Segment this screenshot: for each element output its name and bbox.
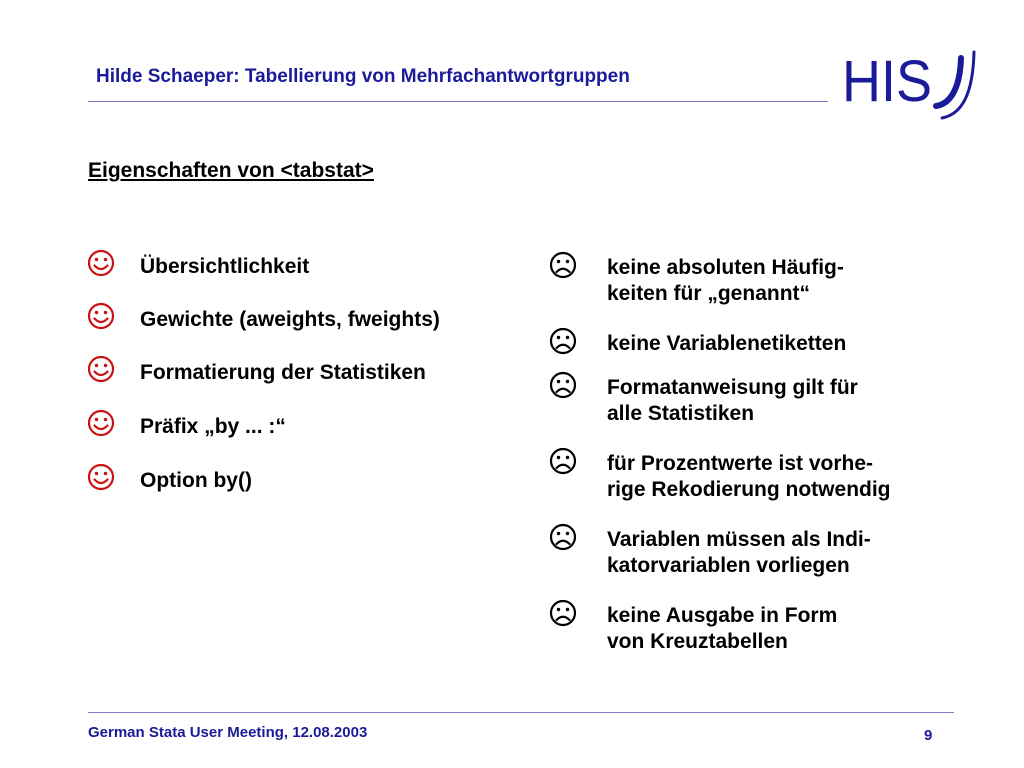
advantage-text: Option by() bbox=[140, 469, 252, 492]
disadvantage-text bbox=[607, 603, 837, 655]
advantage-text: Übersichtlichkeit bbox=[140, 255, 310, 278]
header-divider bbox=[88, 101, 828, 102]
footer-event: German Stata User Meeting, 12.08.2003 bbox=[88, 724, 368, 741]
frown-face-icon bbox=[548, 522, 578, 552]
slide-title: Hilde Schaeper: Tabellierung von Mehrfachantwortgruppen bbox=[96, 66, 630, 87]
disadvantage-line: keine Ausgabe in Form bbox=[607, 604, 838, 627]
advantage-text: Gewichte (aweights, fweights) bbox=[140, 308, 440, 331]
frown-face-icon bbox=[548, 446, 578, 476]
disadvantage-line: alle Statistiken bbox=[607, 402, 755, 425]
section-heading: Eigenschaften von <tabstat> bbox=[88, 159, 374, 182]
frown-face-icon bbox=[548, 598, 578, 628]
disadvantage-text bbox=[607, 255, 844, 307]
page-number: 9 bbox=[924, 727, 933, 744]
his-logo bbox=[838, 44, 978, 124]
disadvantage-line: rige Rekodierung notwendig bbox=[607, 478, 891, 501]
disadvantage-line: keiten für „genannt“ bbox=[607, 282, 811, 305]
disadvantage-line: für Prozentwerte ist vorhe- bbox=[607, 452, 874, 475]
footer-divider bbox=[88, 712, 954, 713]
smiley-face-icon bbox=[86, 248, 116, 278]
disadvantage-text bbox=[607, 331, 846, 357]
disadvantage-line: Formatanweisung gilt für bbox=[607, 376, 858, 399]
frown-face-icon bbox=[548, 250, 578, 280]
disadvantage-line: katorvariablen vorliegen bbox=[607, 554, 850, 577]
frown-face-icon bbox=[548, 326, 578, 356]
disadvantage-text bbox=[607, 527, 871, 579]
disadvantage-line: keine Variablenetiketten bbox=[607, 332, 847, 355]
disadvantage-text bbox=[607, 375, 858, 427]
disadvantage-line: Variablen müssen als Indi- bbox=[607, 528, 871, 551]
advantage-text: Präfix „by ... :“ bbox=[140, 415, 286, 438]
disadvantage-line: keine absoluten Häufig- bbox=[607, 256, 844, 279]
advantage-text: Formatierung der Statistiken bbox=[140, 361, 426, 384]
disadvantage-text bbox=[607, 451, 891, 503]
smiley-face-icon bbox=[86, 301, 116, 331]
frown-face-icon bbox=[548, 370, 578, 400]
his-logo-text: HIS bbox=[842, 49, 932, 114]
smiley-face-icon bbox=[86, 462, 116, 492]
smiley-face-icon bbox=[86, 354, 116, 384]
smiley-face-icon bbox=[86, 408, 116, 438]
disadvantage-line: von Kreuztabellen bbox=[607, 630, 788, 653]
